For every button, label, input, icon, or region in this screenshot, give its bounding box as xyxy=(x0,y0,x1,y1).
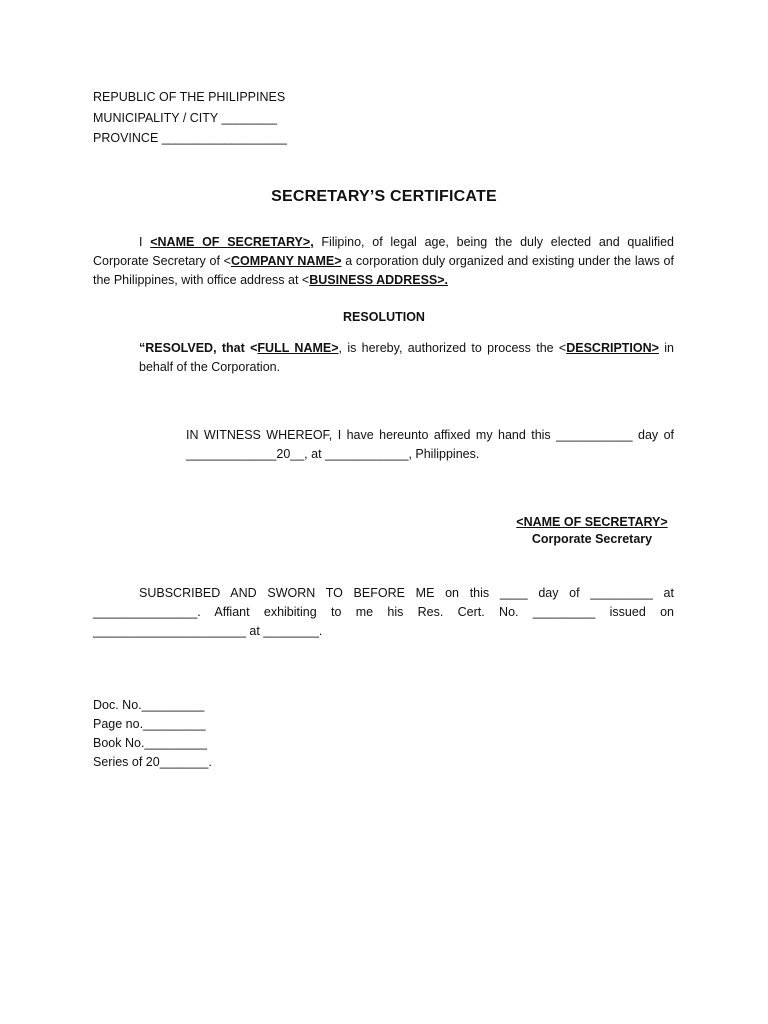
intro-paragraph xyxy=(93,233,674,290)
witness-paragraph: IN WITNESS WHEREOF, I have hereunto affixed my hand this ___________ day of _____________20__, at ____________, Philippines. xyxy=(186,428,674,461)
company-name-placeholder: COMPANY NAME> xyxy=(230,254,342,268)
notarial-register xyxy=(93,696,212,772)
signatory-name: <NAME OF SECRETARY> xyxy=(516,515,668,529)
resolved-text-3: in behalf of the Corporation. xyxy=(139,341,674,374)
republic-line: REPUBLIC OF THE PHILIPPINES xyxy=(93,90,286,104)
province-line: PROVINCE __________________ xyxy=(93,131,287,145)
jurisdiction-header xyxy=(93,87,287,149)
resolution-heading: RESOLUTION xyxy=(343,310,425,324)
page-no-line: Page no._________ xyxy=(93,717,206,731)
jurat-paragraph xyxy=(93,584,674,641)
signatory-title: Corporate Secretary xyxy=(531,532,653,546)
signature-block xyxy=(512,514,672,548)
jurat-text: SUBSCRIBED AND SWORN TO BEFORE ME on this ____ day of _________ at _______________. Affiant exhibiting to me his Res. Cert. No. _________ issued on ______________________ at ________. xyxy=(93,586,674,638)
resolved-text-2: , is hereby, authorized to process the < xyxy=(338,341,567,355)
secretary-name-placeholder: <NAME OF SECRETARY>, xyxy=(150,235,314,249)
series-line: Series of 20_______. xyxy=(93,755,212,769)
description-placeholder: DESCRIPTION> xyxy=(566,341,659,355)
intro-text-1: I xyxy=(139,235,151,249)
business-address-placeholder: BUSINESS ADDRESS>. xyxy=(309,273,449,287)
resolved-paragraph xyxy=(139,339,674,377)
full-name-placeholder: FULL NAME> xyxy=(257,341,339,355)
municipality-line: MUNICIPALITY / CITY ________ xyxy=(93,110,278,125)
resolved-text-1: “RESOLVED, that < xyxy=(139,341,258,355)
intro-text-2: Filipino, of legal age, being the duly elected and qualified Corporate Secretary of < xyxy=(93,235,674,268)
document-title: SECRETARY’S CERTIFICATE xyxy=(271,188,497,205)
doc-no-line: Doc. No._________ xyxy=(93,698,205,712)
book-no-line: Book No._________ xyxy=(93,736,207,750)
intro-text-3: a corporation duly organized and existing under the laws of the Philippines, with office address at < xyxy=(93,254,674,287)
